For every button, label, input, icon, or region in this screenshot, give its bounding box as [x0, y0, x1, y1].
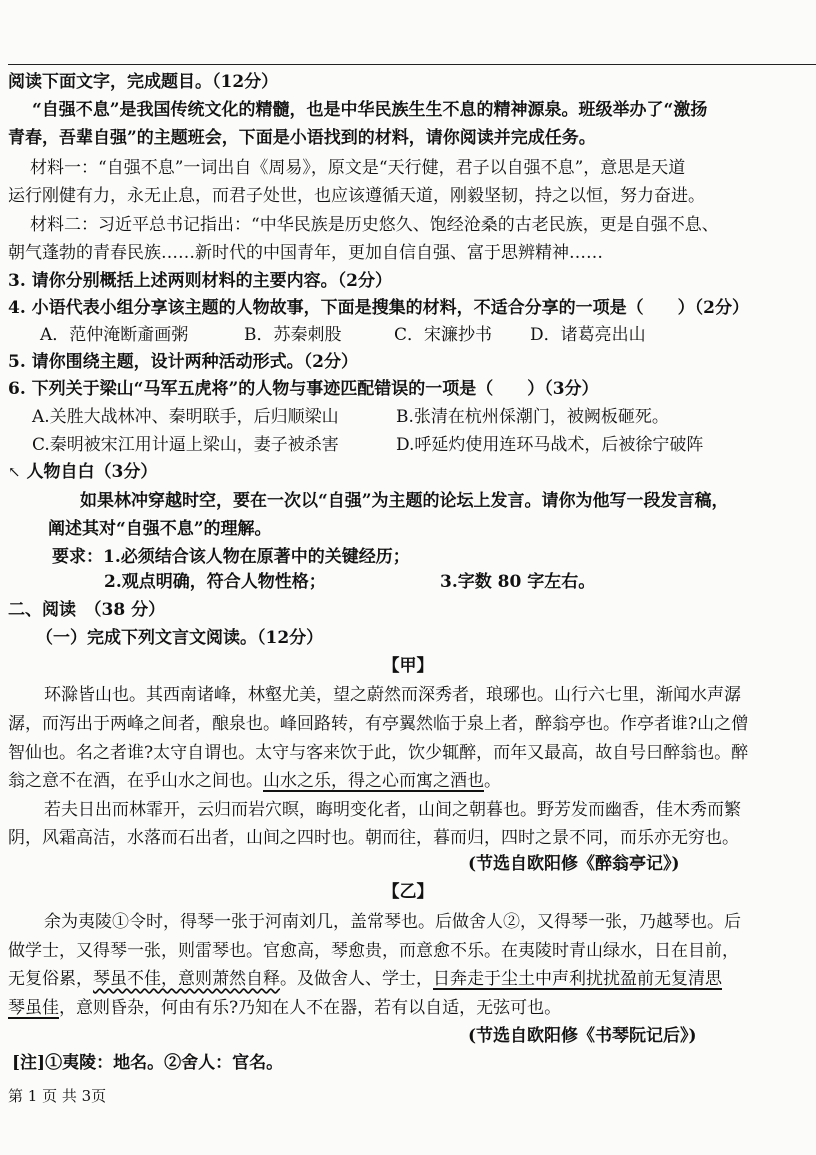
yi-line-4-b: ，意则昏杂，何由有乐?乃知在人不在器，若有以自适，无弦可也。	[59, 998, 562, 1018]
question-7-body-2: 阐述其对“自强不息”的理解。	[48, 519, 272, 539]
yi-underlined-sentence: 日奔走于尘土中声利扰扰盈前无复清思	[433, 969, 722, 989]
jia-line-2: 潺，而泻出于两峰之间者，酿泉也。峰回路转，有亭翼然临于泉上者，醉翁亭也。作亭者谁?山之僧	[8, 714, 749, 734]
jia-underlined-sentence: 山水之乐，得之心而寓之酒也	[263, 771, 484, 791]
yi-title: 【乙】	[382, 882, 434, 902]
yi-line-3-c: 。及做舍人、学士，	[280, 969, 433, 989]
question-7-title-text: 人物自白（3分）	[26, 462, 158, 482]
jia-line-6: 阴，风霜高洁，水落而石出者，山间之四时也。朝而往，暮而归，四时之景不同，而乐亦无穷也。	[8, 828, 739, 848]
jia-line-5: 若夫日出而林霏开，云归而岩穴暝，晦明变化者，山间之朝暮也。野芳发而幽香，佳木秀而繁	[44, 800, 741, 820]
question-6: 6. 下列关于梁山“马军五虎将”的人物与事迹匹配错误的一项是（ ）（3分）	[8, 379, 599, 399]
yi-source: (节选自欧阳修《书琴阮记后》)	[468, 1026, 697, 1046]
footnote: [注]①夷陵：地名。②舍人：官名。	[12, 1053, 284, 1073]
question-4: 4. 小语代表小组分享该主题的人物故事，下面是搜集的材料，不适合分享的一项是（ ）（2分）	[8, 298, 749, 318]
material-1-line-2: 运行刚健有力，永无止息，而君子处世，也应该遵循天道，刚毅坚韧，持之以恒，努力奋进。	[8, 186, 705, 206]
question-5: 5. 请你围绕主题，设计两种活动形式。（2分）	[8, 352, 358, 372]
header-rule	[8, 64, 816, 65]
question-7-req-1: 要求：1.必须结合该人物在原著中的关键经历；	[52, 547, 410, 567]
jia-line-3: 智仙也。名之者谁?太守自谓也。太守与客来饮于此，饮少辄醉，而年又最高，故自号曰醉翁也。醉	[8, 743, 749, 763]
intro-line-1: “自强不息”是我国传统文化的精髓，也是中华民族生生不息的精神源泉。班级举办了“激扬	[32, 100, 708, 120]
jia-title: 【甲】	[382, 656, 434, 676]
reading-sub-1: （一）完成下列文言文阅读。（12分）	[36, 628, 324, 648]
material-2-line-1: 材料二：习近平总书记指出：“中华民族是历史悠久、饱经沧桑的古老民族，更是自强不息、	[30, 215, 719, 235]
intro-line-2: 青春，吾辈自强”的主题班会，下面是小语找到的材料，请你阅读并完成任务。	[8, 128, 596, 148]
material-2-line-2: 朝气蓬勃的青春民族……新时代的中国青年，更加自信自强、富于思辨精神……	[8, 243, 603, 263]
yi-line-1: 余为夷陵①令时，得琴一张于河南刘几，盖常琴也。后做舍人②，又得琴一张，乃越琴也。后	[44, 912, 741, 932]
question-7-req-2: 2.观点明确，符合人物性格；	[104, 572, 326, 592]
instruction: 阅读下面文字，完成题目。（12分）	[8, 72, 279, 92]
q4-option-a: A．范仲淹断齑画粥	[40, 325, 189, 345]
q4-option-c: C．宋濂抄书	[394, 325, 493, 345]
question-7-req-3: 3.字数 80 字左右。	[440, 572, 596, 592]
jia-line-4	[8, 769, 501, 793]
page-number: 第 1 页 共 3页	[8, 1087, 107, 1105]
yi-line-2: 做学士，又得琴一张，则雷琴也。官愈高，琴愈贵，而意愈不乐。在夷陵时青山绿水，日在目前，	[8, 941, 739, 961]
yi-line-3-a: 无复俗累，	[8, 969, 93, 989]
jia-source: (节选自欧阳修《醉翁亭记》)	[468, 854, 680, 874]
question-7-title	[8, 460, 157, 484]
yi-line-4	[8, 996, 561, 1020]
q4-option-b: B．苏秦刺股	[244, 325, 342, 345]
yi-wavy-sentence: 琴虽不佳，意则萧然自释	[93, 969, 280, 989]
jia-line-1: 环滁皆山也。其西南诸峰，林壑尤美，望之蔚然而深秀者，琅琊也。山行六七里，渐闻水声潺	[44, 685, 741, 705]
q6-option-a: A.关胜大战林冲、秦明联手，后归顺梁山	[32, 407, 339, 427]
q6-option-b: B.张清在杭州倸潮门，被阙板砸死。	[396, 407, 669, 427]
yi-underlined-end: 琴虽佳	[8, 998, 59, 1018]
jia-line-4-a: 翁之意不在酒，在乎山水之间也。	[8, 771, 263, 791]
question-7-body-1: 如果林冲穿越时空，要在一次以“自强”为主题的论坛上发言。请你为他写一段发言稿，	[80, 491, 729, 511]
q6-option-d: D.呼延灼使用连环马战术，后被徐宁破阵	[396, 435, 704, 455]
q6-option-c: C.秦明被宋江用计逼上梁山，妻子被杀害	[32, 435, 339, 455]
question-7-number: ↖	[8, 463, 21, 481]
reading-section-title: 二、阅读 （38 分）	[8, 600, 166, 620]
jia-line-4-c: 。	[484, 771, 501, 791]
yi-line-3	[8, 967, 722, 991]
question-3: 3. 请你分别概括上述两则材料的主要内容。（2分）	[8, 271, 392, 291]
q4-option-d: D．诸葛亮出山	[530, 325, 646, 345]
material-1-line-1: 材料一：“自强不息”一词出自《周易》，原文是“天行健，君子以自强不息”，意思是天道	[30, 158, 686, 178]
